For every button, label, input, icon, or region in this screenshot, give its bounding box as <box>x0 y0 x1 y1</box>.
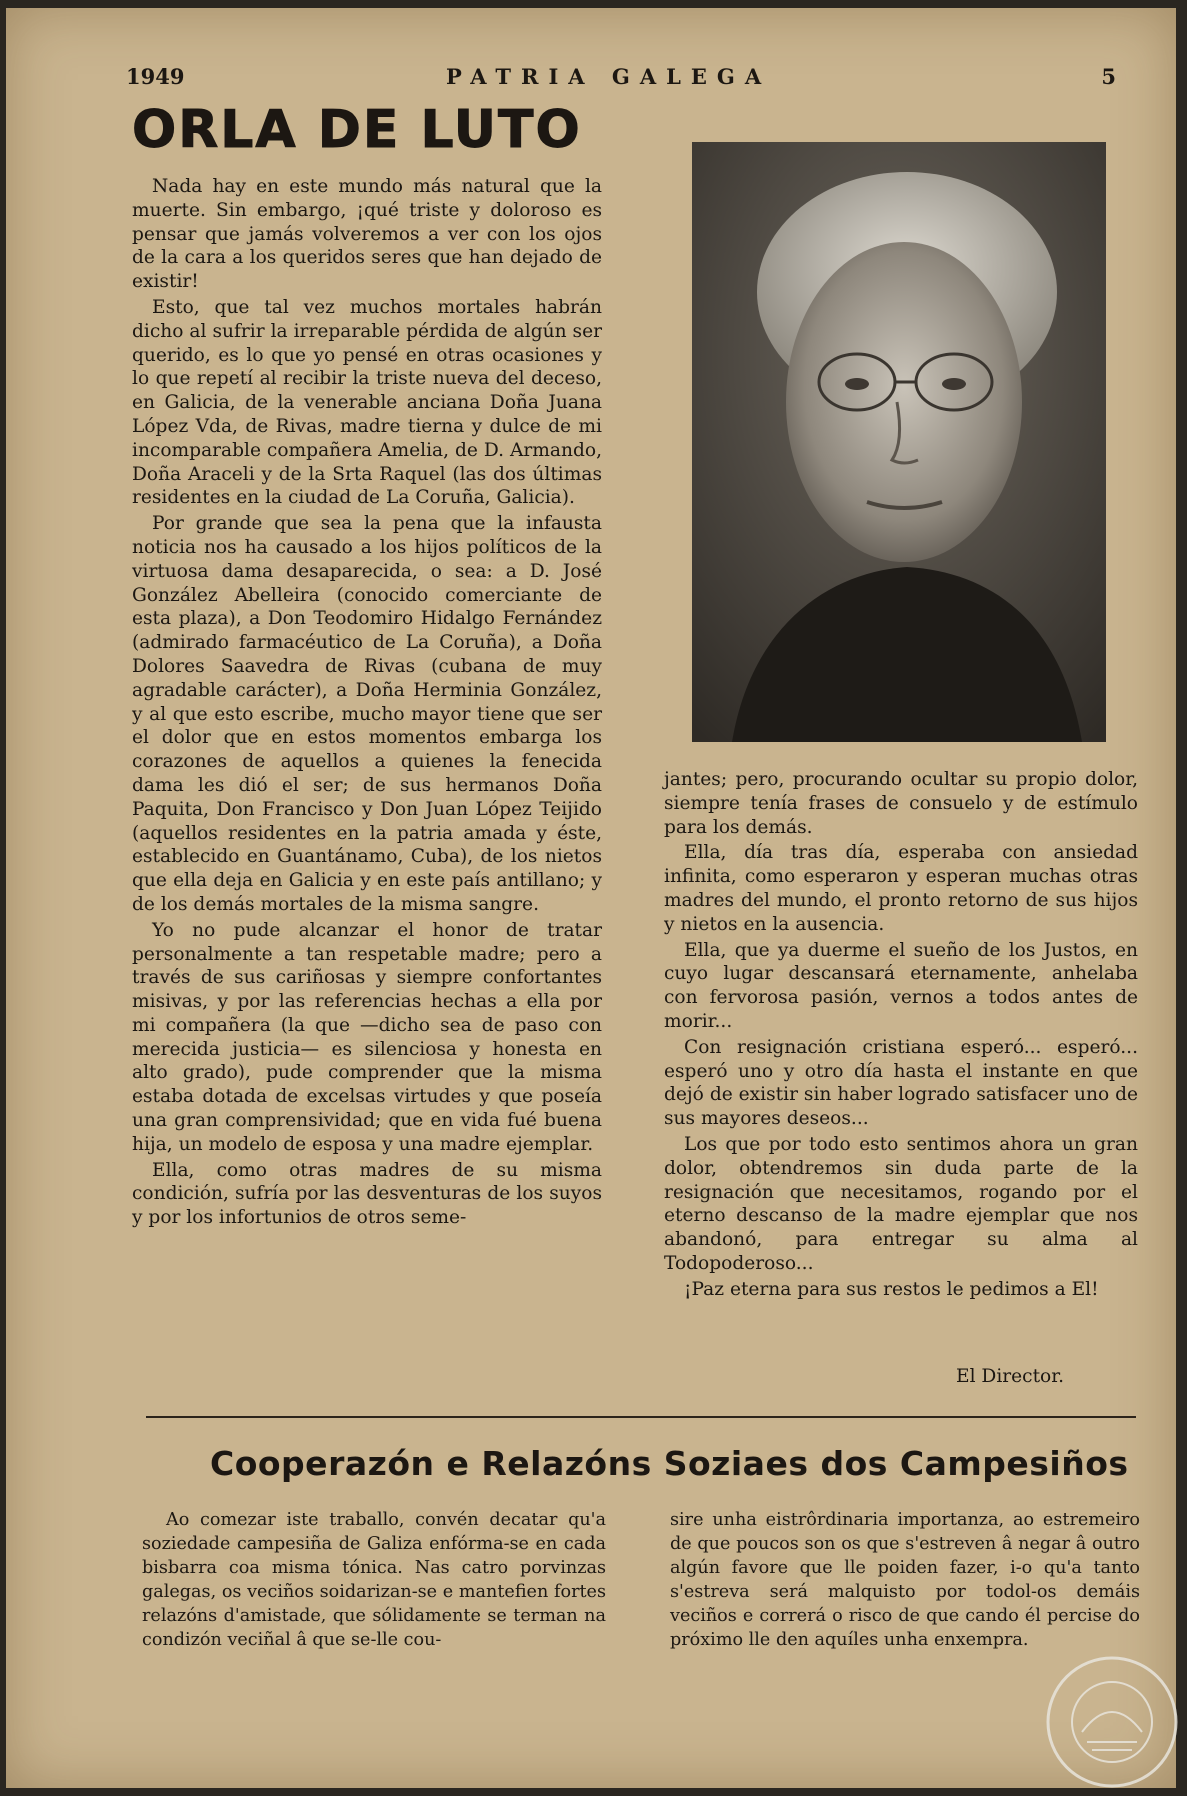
paragraph: Nada hay en este mundo más natural que la muerte. Sin embargo, ¡qué triste y doloroso es pensar que jamás volveremos a ver con los ojos de la cara a los queridos seres que han dejado de existir! <box>132 176 602 293</box>
header-year: 1949 <box>126 64 185 89</box>
paragraph: Los que por todo esto sentimos ahora un gran dolor, obtendremos sin duda parte de la resignación que necesitamos, rogando por el eterno descanso de la madre ejemplar que nos abandonó, para entregar su alma al Todopoderoso... <box>664 1133 1138 1274</box>
second-article-title: Cooperazón e Relazóns Soziaes dos Campesiños <box>210 1444 1129 1483</box>
page-number: 5 <box>1101 64 1116 89</box>
article-right-column <box>664 768 1138 1304</box>
running-header <box>126 64 1116 94</box>
paragraph: jantes; pero, procurando ocultar su propio dolor, siempre tenía frases de consuelo y de estímulo para los demás. <box>664 769 1138 838</box>
paragraph: Yo no pude alcanzar el honor de tratar personalmente a tan respetable madre; pero a través de sus cariñosas y siempre confortantes misivas, y por las referencias hechas a ella por mi compañera (la que —dicho sea de paso con merecida justicia— es silenciosa y honesta en alto grado), pude comprender que la misma estaba dotada de excelsas virtudes y que poseía una gran comprensividad; que en vida fué buena hija, un modelo de esposa y una madre ejemplar. <box>132 919 602 1155</box>
section-divider <box>146 1416 1136 1418</box>
library-stamp-icon <box>1042 1652 1182 1792</box>
newspaper-page <box>6 8 1176 1788</box>
paragraph: Esto, que tal vez muchos mortales habrán dicho al sufrir la irreparable pérdida de algún ser querido, es lo que yo pensé en otras ocasiones y lo que repetí al recibir la triste nueva del deceso, en Galicia, de la venerable anciana Doña Juana López Vda, de Rivas, madre tierna y dulce de mi incomparable compañera Amelia, de D. Armando, Doña Araceli y de la Srta Raquel (las dos últimas residentes en la ciudad de La Coruña, Galicia). <box>132 296 602 509</box>
paragraph: Con resignación cristiana esperó... esperó... esperó uno y otro día hasta el instante en que dejó de existir sin haber logrado satisfacer uno de sus mayores deseos... <box>664 1036 1138 1130</box>
paragraph: Ao comezar iste traballo, convén decatar qu'a soziedade campesiña de Galiza enfórma-se en cada bisbarra coa misma tónica. Nas catro porvinzas galegas, os veciños soidarizan-se e mantefien fortes relazóns d'amistade, que sólidamente se terman na condizón veciñal â que se-lle cou- <box>142 1510 606 1650</box>
publication-name: PATRIA GALEGA <box>446 64 772 89</box>
article-signature: El Director. <box>956 1366 1065 1387</box>
article-left-column <box>132 175 602 1232</box>
paragraph: Por grande que sea la pena que la infausta noticia nos ha causado a los hijos políticos de la virtuosa dama desaparecida, o sea: a D. José González Abelleira (conocido comerciante de esta plaza), a Don Teodomiro Hidalgo Fernández (admirado farmacéutico de La Coruña), a Doña Dolores Saavedra de Rivas (cubana de muy agradable carácter), a Doña Herminia González, y al que esto escribe, mucho mayor tiene que ser el dolor que en estos momentos embarga los corazones de aquellos a quienes la fenecida dama les dió el ser; de sus hermanos Doña Paquita, Don Francisco y Don Juan López Teijido (aquellos residentes en la patria amada y éste, establecido en Guantánamo, Cuba), de los nietos que ella deja en Galicia y en este país antillano; y de los demás mortales de la misma sangre. <box>132 513 602 915</box>
second-article-left-column <box>142 1508 606 1652</box>
portrait-photo <box>692 142 1106 742</box>
second-article-right-column <box>670 1508 1140 1652</box>
paragraph: Ella, día tras día, esperaba con ansiedad infinita, como esperaron y esperan muchas otras madres del mundo, el pronto retorno de sus hijos y nietos en la ausencia. <box>664 842 1138 935</box>
paragraph: Ella, como otras madres de su misma condición, sufría por las desventuras de los suyos y por los infortunios de otros seme- <box>132 1159 602 1229</box>
paragraph: ¡Paz eterna para sus restos le pedimos a El! <box>684 1278 1099 1300</box>
article-title: ORLA DE LUTO <box>132 100 582 160</box>
paragraph: sire unha eistrôrdinaria importanza, ao estremeiro de que poucos son os que s'estreven â negar â outro algún favore que lle poiden fazer, i-o qu'a tanto s'estreva será malquisto por todol-os demáis veciños e correrá o risco de que cando él percise do próximo lle den aquíles unha enxempra. <box>670 1510 1140 1650</box>
paragraph: Ella, que ya duerme el sueño de los Justos, en cuyo lugar descansará eternamente, anhelaba con fervorosa pasión, vernos a todos antes de morir... <box>664 939 1138 1032</box>
portrait-image <box>692 142 1106 742</box>
